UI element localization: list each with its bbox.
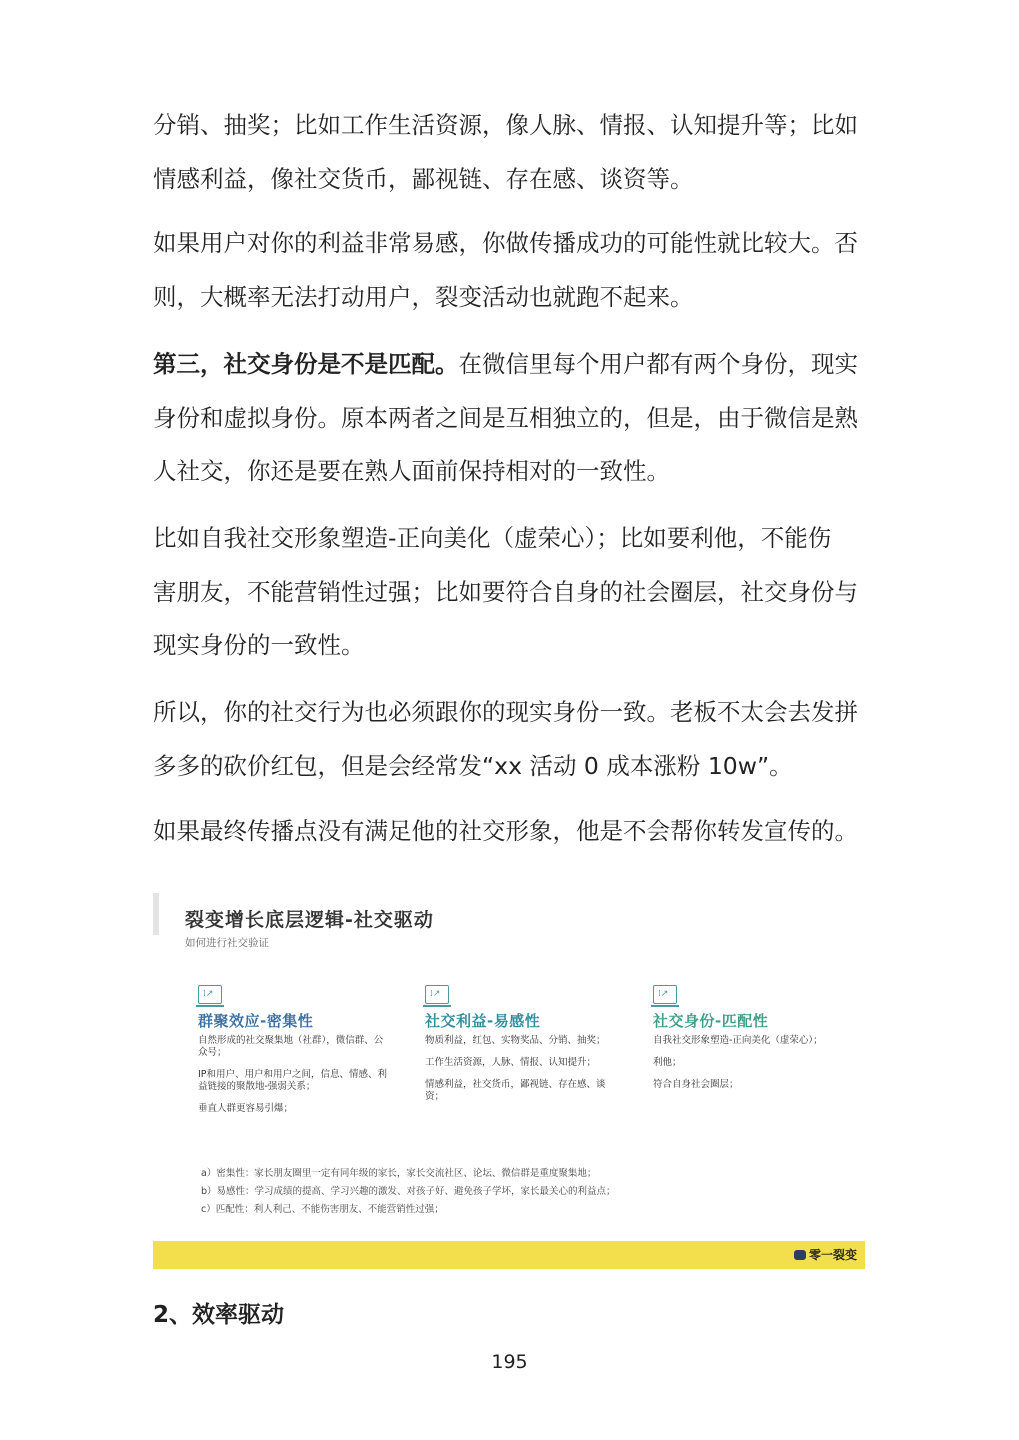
- text-line: 分销、抽奖；比如工作生活资源，像人脉、情报、认知提升等；比如: [153, 111, 858, 139]
- robot-icon: [794, 1250, 806, 1260]
- column-item: 利他；: [653, 1057, 682, 1068]
- paragraph-1: [153, 99, 873, 206]
- paragraph-4: [153, 512, 873, 673]
- text-line: 人社交，你还是要在熟人面前保持相对的一致性。: [153, 457, 670, 485]
- text-line: [153, 338, 873, 392]
- column-item: 物质利益，红包、实物奖品、分销、抽奖；: [425, 1035, 606, 1046]
- text: 在微信里每个用户都有两个身份，现实: [458, 350, 858, 378]
- slide-subtitle: 如何进行社交验证: [185, 937, 269, 949]
- page-number: 195: [491, 1351, 528, 1373]
- paragraph-6: [153, 805, 873, 859]
- embedded-slide: [153, 893, 865, 1270]
- note-item: a）密集性：家长朋友圈里一定有同年级的家长，家长交流社区、论坛、微信群是重度聚集地；: [201, 1168, 597, 1179]
- footer-bar: [153, 1241, 865, 1269]
- column-item: 符合自身社会圈层；: [653, 1079, 739, 1090]
- paragraph-3: [153, 338, 873, 499]
- column-1: [198, 985, 388, 1125]
- note-item: b）易感性：学习成绩的提高、学习兴趣的激发、对孩子好、避免孩子学坏，家长最关心的利益点；: [201, 1186, 616, 1197]
- column-3: [653, 985, 843, 1101]
- section-heading: 2、效率驱动: [153, 1302, 285, 1328]
- text-line: 如果最终传播点没有满足他的社交形象，他是不会帮你转发宣传的。: [153, 817, 858, 845]
- column-2: [425, 985, 615, 1113]
- chart-monitor-icon: ⁞↗: [198, 985, 222, 1004]
- note-item: c）匹配性：利人利己、不能伤害朋友、不能营销性过强；: [201, 1204, 444, 1215]
- column-title: 社交利益-易感性: [425, 1012, 541, 1030]
- accent-bar: [153, 893, 159, 935]
- notes: [201, 1165, 616, 1219]
- text-line: 现实身份的一致性。: [153, 631, 365, 659]
- chart-monitor-icon: ⁞↗: [653, 985, 677, 1004]
- column-title: 群聚效应-密集性: [198, 1012, 314, 1030]
- column-item: 情感利益，社交货币，鄙视链、存在感、谈资；: [425, 1079, 606, 1102]
- slide-title: 裂变增长底层逻辑-社交驱动: [185, 909, 434, 931]
- logo-text: 零一裂变: [808, 1248, 857, 1262]
- column-item: 自然形成的社交聚集地（社群），微信群、公众号；: [198, 1035, 384, 1058]
- chart-monitor-icon: ⁞↗: [425, 985, 449, 1004]
- text-line: 如果用户对你的利益非常易感，你做传播成功的可能性就比较大。否: [153, 229, 858, 257]
- text-line: 身份和虚拟身份。原本两者之间是互相独立的，但是，由于微信是熟: [153, 403, 858, 432]
- paragraph-2: [153, 217, 873, 324]
- column-title: 社交身份-匹配性: [653, 1012, 769, 1030]
- column-item: 工作生活资源，人脉、情报、认知提升；: [425, 1057, 597, 1068]
- brand-logo: [794, 1246, 857, 1263]
- column-item: 自我社交形象塑造-正向美化（虚荣心）；: [653, 1035, 823, 1046]
- text-line: 比如自我社交形象塑造-正向美化（虚荣心）；比如要利他，不能伤: [153, 524, 832, 552]
- text-line: 害朋友，不能营销性过强；比如要符合自身的社会圈层，社交身份与: [153, 577, 858, 606]
- text-line: 则，大概率无法打动用户，裂变活动也就跑不起来。: [153, 282, 694, 311]
- text-line: 所以，你的社交行为也必须跟你的现实身份一致。老板不太会去发拼: [153, 698, 858, 726]
- text-line: 情感利益，像社交货币，鄙视链、存在感、谈资等。: [153, 164, 694, 193]
- paragraph-5: [153, 686, 873, 793]
- text-line: 多多的砍价红包，但是会经常发“xx 活动 0 成本涨粉 10w”。: [153, 751, 793, 780]
- column-item: 垂直人群更容易引爆；: [198, 1103, 294, 1114]
- bold-lead: 第三，社交身份是不是匹配。: [153, 350, 459, 378]
- column-item: IP和用户、用户和用户之间，信息、情感、利益链接的聚散地-强弱关系；: [198, 1069, 388, 1092]
